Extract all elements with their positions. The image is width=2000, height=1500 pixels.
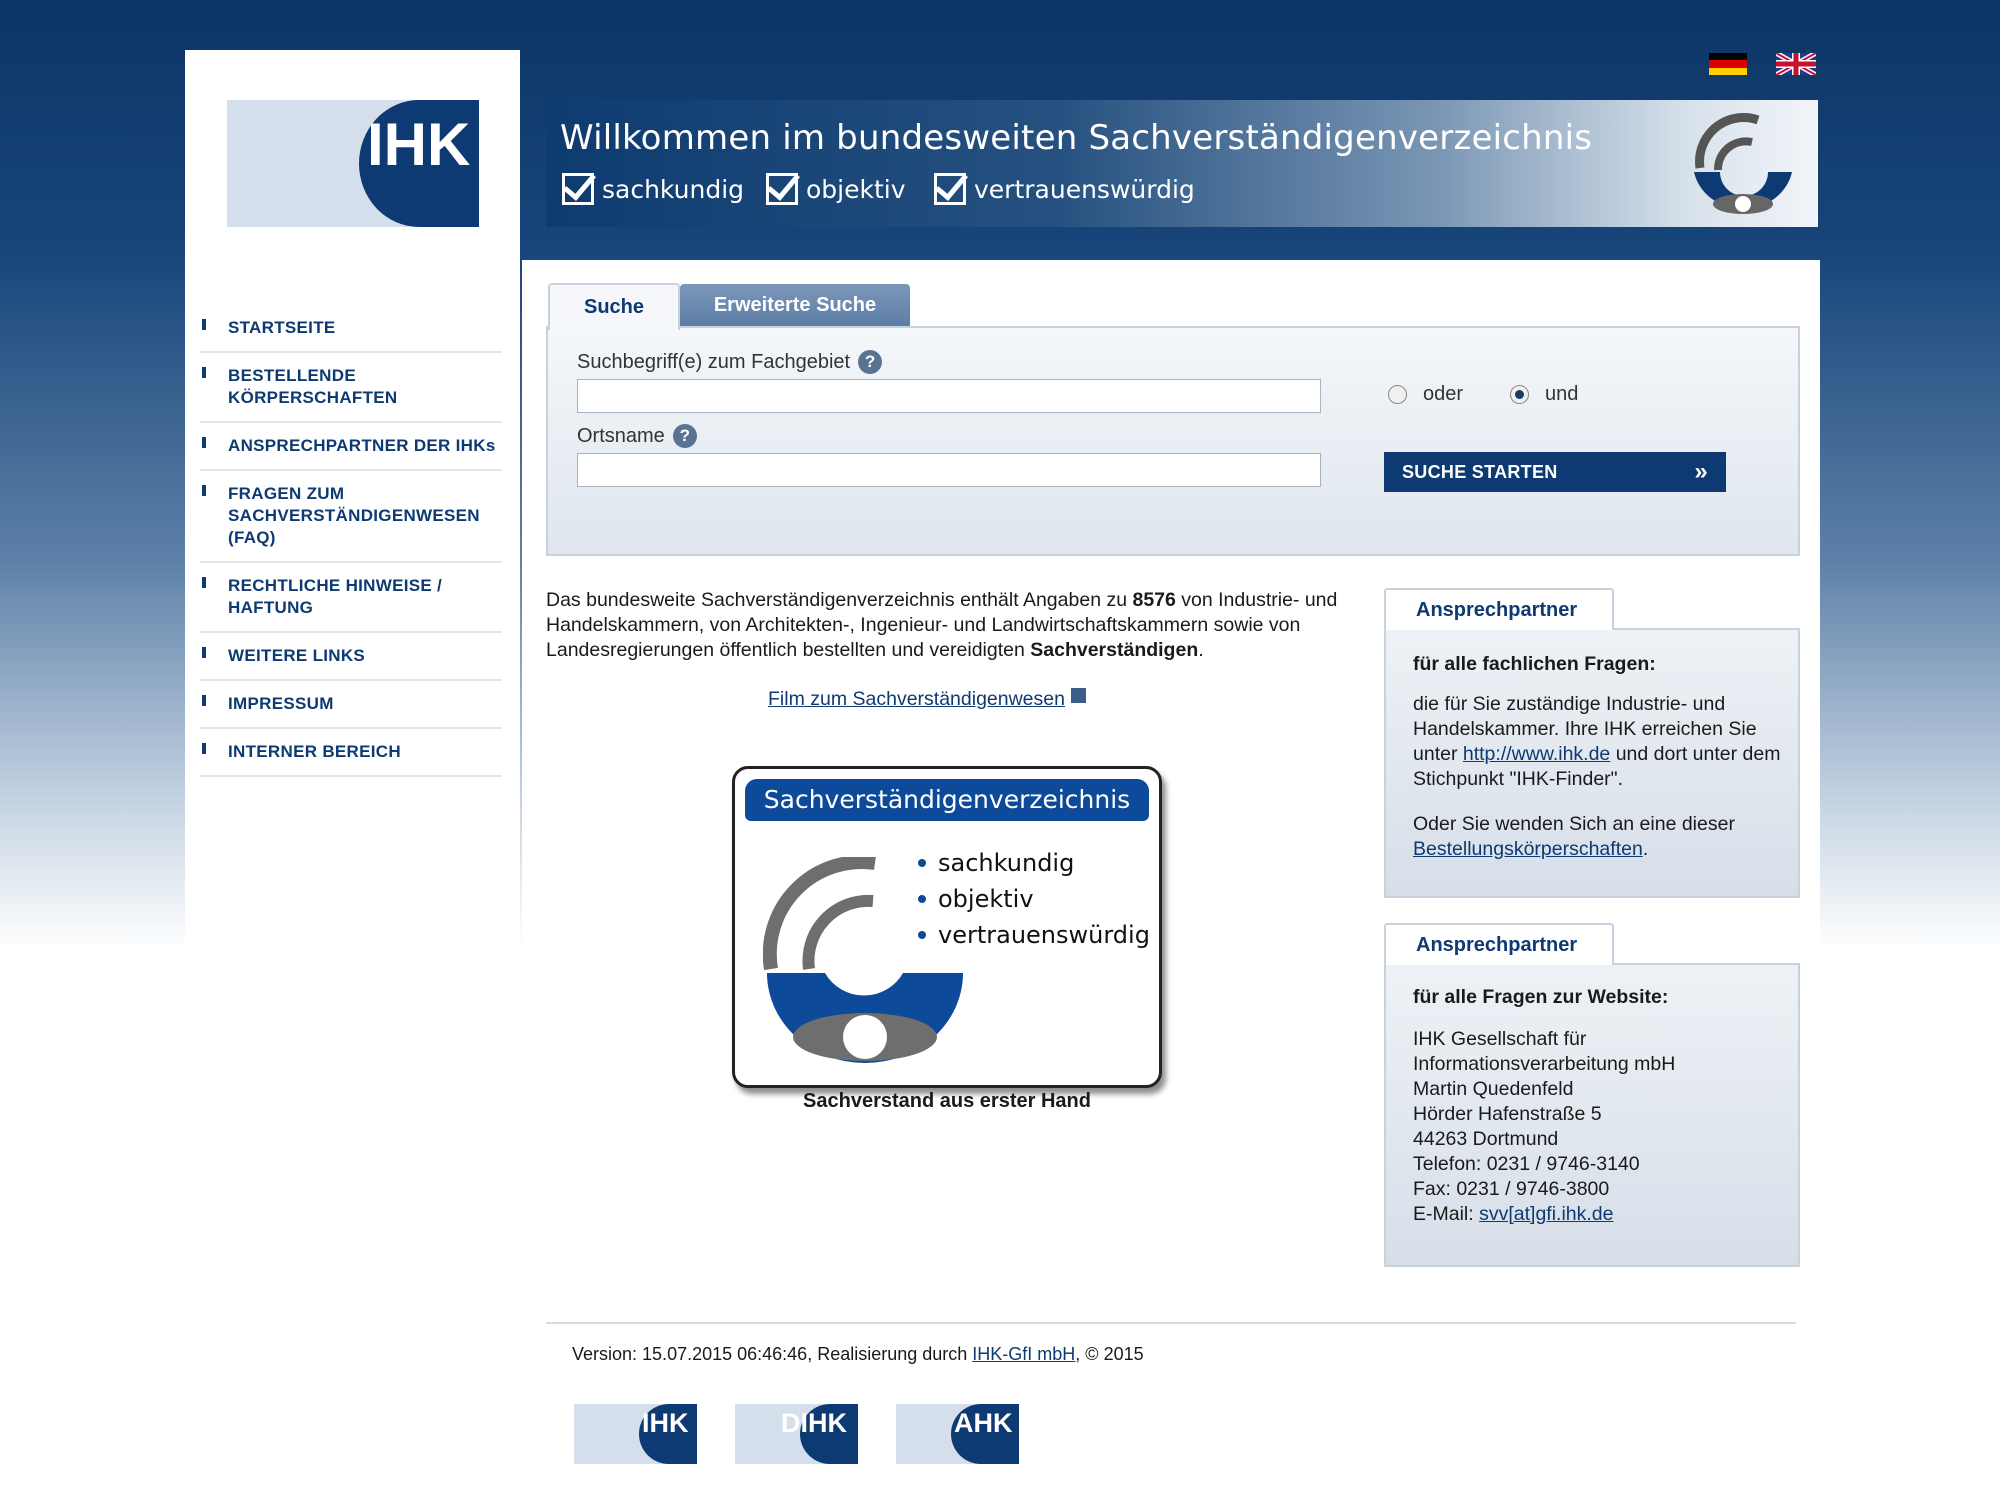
nav-item-weitere-links[interactable] [200, 633, 502, 681]
radio-button[interactable] [1388, 385, 1407, 404]
sv-emblem [732, 766, 1162, 1088]
check-label: vertrauenswürdig [974, 174, 1195, 204]
banner-check-vertrauenswuerdig [934, 170, 1195, 208]
footer-divider [546, 1322, 1796, 1324]
emblem-bullet [918, 849, 1074, 877]
logo-text: DIHK [781, 1408, 847, 1438]
bullet-text: objektiv [938, 885, 1034, 913]
main-navigation [200, 305, 502, 777]
welcome-banner [546, 100, 1818, 227]
logo-text: IHK [642, 1408, 689, 1438]
logo-text: AHK [954, 1408, 1013, 1438]
version-text: Version: 15.07.2015 06:46:46, Realisierung durch [572, 1344, 973, 1364]
address-line: IHK Gesellschaft für [1413, 1028, 1587, 1050]
intro-part: . [1198, 639, 1204, 661]
film-link[interactable]: Film zum Sachverständigenwesen [768, 688, 1065, 710]
version-info [572, 1344, 1144, 1365]
address-line: Hörder Hafenstraße 5 [1413, 1103, 1602, 1125]
ihk-website-link[interactable]: http://www.ihk.de [1462, 743, 1611, 765]
address-line: Telefon: 0231 / 9746-3140 [1413, 1153, 1640, 1175]
bestellungskoerperschaften-link[interactable]: Bestellungskörperschaften [1413, 838, 1643, 860]
intro-part: Das bundesweite Sachverständigenverzeichnis enthält Angaben zu [546, 589, 1133, 611]
bullet-text: vertrauenswürdig [938, 921, 1150, 949]
email-line [1413, 1202, 1783, 1227]
emblem-title: Sachverständigenverzeichnis [745, 779, 1149, 821]
contact-text [1413, 812, 1783, 862]
contact-text-part: und dort unter dem Stichpunkt "IHK-Finder". [1413, 743, 1781, 790]
contact-box-fachlich [1384, 628, 1800, 898]
nav-item-impressum[interactable] [200, 681, 502, 729]
intro-bold: Sachverständigen [1030, 639, 1199, 661]
nav-item-ansprechpartner[interactable] [200, 423, 502, 471]
nav-item-bestellende-koerperschaften[interactable] [200, 353, 502, 423]
contact-heading: für alle fachlichen Fragen: [1413, 653, 1656, 675]
emblem-bullet [918, 885, 1034, 913]
double-chevron-right-icon: » [1694, 458, 1708, 485]
address-line: Informationsverarbeitung mbH [1413, 1053, 1676, 1075]
intro-part: von Industrie- und Handelskammern, von Architekten-, Ingenieur- und Landwirtschaftskammern sowie von Landesregierungen öffentlich bestellten und vereidigten [546, 589, 1338, 661]
nav-bullet [202, 695, 206, 706]
nav-label: RECHTLICHE HINWEISE / HAFTUNG [228, 576, 443, 617]
german-flag-icon[interactable] [1709, 53, 1747, 75]
email-link[interactable]: svv[at]gfi.ihk.de [1479, 1203, 1614, 1225]
bullet-text: sachkundig [938, 849, 1075, 877]
contact-text-part: Oder Sie wenden Sich an eine dieser [1413, 813, 1735, 835]
checkbox-icon [766, 173, 798, 205]
external-link-icon[interactable] [1071, 688, 1086, 703]
expert-count: 8576 [1132, 589, 1176, 611]
contact-text-part: die für Sie zuständige Industrie- und Handelskammer. Ihre IHK erreichen Sie unter [1413, 693, 1757, 765]
contact-tab-2: Ansprechpartner [1384, 923, 1614, 965]
radio-button-selected[interactable] [1510, 385, 1529, 404]
nav-bullet [202, 437, 206, 448]
film-link-container [768, 688, 1086, 711]
contact-tab-1: Ansprechpartner [1384, 588, 1614, 630]
nav-bullet [202, 647, 206, 658]
nav-bullet [202, 577, 206, 588]
check-label: sachkundig [602, 174, 745, 204]
nav-item-startseite[interactable] [200, 305, 502, 353]
check-label: objektiv [806, 174, 906, 204]
tab-erweiterte-suche[interactable] [680, 284, 910, 326]
address-line: 44263 Dortmund [1413, 1128, 1559, 1150]
button-label: SUCHE STARTEN [1402, 461, 1558, 482]
address-line: Fax: 0231 / 9746-3800 [1413, 1178, 1610, 1200]
tab-suche[interactable] [548, 283, 680, 330]
radio-oder[interactable] [1388, 383, 1463, 406]
intro-text [546, 588, 1346, 663]
banner-check-objektiv [766, 170, 906, 208]
nav-item-rechtliche-hinweise[interactable] [200, 563, 502, 633]
contact-text [1413, 692, 1783, 792]
banner-title: Willkommen im bundesweiten Sachverständigenverzeichnis [560, 118, 1593, 158]
place-name-input[interactable] [577, 453, 1321, 487]
bullet-dot [918, 859, 926, 867]
nav-item-interner-bereich[interactable] [200, 729, 502, 777]
label-text: Ortsname [577, 424, 665, 447]
place-name-label [577, 424, 697, 448]
search-start-button[interactable] [1384, 452, 1726, 492]
bullet-dot [918, 931, 926, 939]
dihk-footer-logo[interactable] [735, 1404, 858, 1464]
checkbox-icon [934, 173, 966, 205]
nav-label: STARTSEITE [228, 318, 336, 337]
uk-flag-icon[interactable] [1776, 53, 1816, 75]
checkbox-icon [562, 173, 594, 205]
nav-label: IMPRESSUM [228, 694, 334, 713]
sv-emblem-icon [1688, 108, 1798, 220]
search-term-input[interactable] [577, 379, 1321, 413]
nav-item-faq[interactable] [200, 471, 502, 563]
nav-bullet [202, 485, 206, 496]
email-label: E-Mail: [1413, 1203, 1480, 1225]
label-text: Suchbegriff(e) zum Fachgebiet [577, 350, 851, 373]
help-icon[interactable]: ? [673, 424, 697, 448]
radio-und[interactable] [1510, 383, 1578, 406]
ahk-footer-logo[interactable] [896, 1404, 1019, 1464]
nav-label: WEITERE LINKS [228, 646, 366, 665]
address-line: Martin Quedenfeld [1413, 1078, 1574, 1100]
search-term-label [577, 350, 882, 374]
emblem-caption: Sachverstand aus erster Hand [803, 1090, 1091, 1112]
contact-address [1413, 1027, 1783, 1227]
copyright-text: , © 2015 [1075, 1344, 1144, 1364]
ihk-logo[interactable] [227, 100, 479, 227]
radio-label: oder [1423, 383, 1464, 405]
nav-bullet [202, 367, 206, 378]
ihk-footer-logo[interactable] [574, 1404, 697, 1464]
nav-label: FRAGEN ZUM SACHVERSTÄNDIGENWESEN (FAQ) [228, 484, 480, 547]
nav-label: INTERNER BEREICH [228, 742, 401, 761]
help-icon[interactable]: ? [858, 350, 882, 374]
contact-heading: für alle Fragen zur Website: [1413, 986, 1669, 1008]
nav-label: BESTELLENDE KÖRPERSCHAFTEN [228, 366, 398, 407]
contact-text-part: . [1642, 838, 1649, 860]
nav-bullet [202, 743, 206, 754]
radio-label: und [1545, 383, 1579, 405]
logo-text: IHK [367, 111, 471, 178]
banner-check-sachkundig [562, 170, 744, 208]
tab-label: Suche [583, 296, 645, 318]
company-link[interactable]: IHK-GfI mbH [972, 1344, 1076, 1364]
nav-bullet [202, 319, 206, 330]
nav-label: ANSPRECHPARTNER DER IHKs [228, 436, 496, 455]
bullet-dot [918, 895, 926, 903]
tab-label: Erweiterte Suche [713, 293, 877, 316]
contact-box-website [1384, 963, 1800, 1267]
emblem-bullet [918, 921, 1150, 949]
